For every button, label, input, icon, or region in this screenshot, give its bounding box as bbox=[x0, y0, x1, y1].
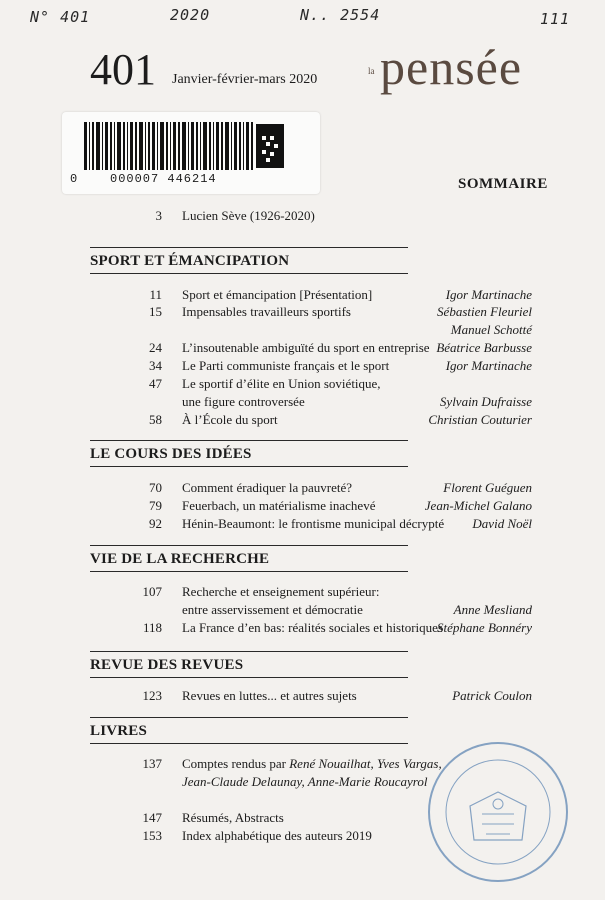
section-rule-top bbox=[90, 651, 408, 652]
entry-page: 107 bbox=[142, 584, 162, 599]
section-rule-bottom bbox=[90, 273, 408, 274]
section-rule-top bbox=[90, 247, 408, 248]
entry-author: Christian Couturier bbox=[428, 412, 532, 427]
entry-page: 11 bbox=[149, 287, 162, 302]
entry-page: 79 bbox=[149, 498, 162, 513]
intro-page: 3 bbox=[155, 208, 162, 223]
stamp-emblem-icon bbox=[430, 744, 566, 880]
barcode-bars bbox=[84, 122, 284, 170]
section-title-sport: SPORT ET ÉMANCIPATION bbox=[90, 253, 290, 269]
entry-page: 24 bbox=[149, 340, 162, 355]
comptes-rendus-names: René Nouailhat, Yves Vargas, bbox=[289, 756, 442, 771]
entry-author: Patrick Coulon bbox=[452, 688, 532, 703]
entry-title: Sport et émancipation [Présentation] bbox=[182, 287, 373, 302]
entry-author: David Noël bbox=[472, 516, 532, 531]
entry-title: Résumés, Abstracts bbox=[182, 810, 284, 825]
comptes-rendus-prefix: Comptes rendus par bbox=[182, 756, 286, 771]
entry-author: Sébastien Fleuriel bbox=[437, 304, 532, 319]
entry-page: 15 bbox=[149, 304, 162, 319]
entry-page: 34 bbox=[149, 358, 162, 373]
logo-article: la bbox=[368, 66, 375, 76]
entry-title: Index alphabétique des auteurs 2019 bbox=[182, 828, 372, 843]
entry-title: À l’École du sport bbox=[182, 412, 278, 427]
entry-author: Jean-Michel Galano bbox=[424, 498, 532, 513]
section-title-recherche: VIE DE LA RECHERCHE bbox=[90, 551, 270, 567]
handwritten-issue-note: N° 401 bbox=[30, 8, 91, 26]
entry-title: Le Parti communiste français et le sport bbox=[182, 358, 390, 373]
entry-title: La France d’en bas: réalités sociales et historiques bbox=[182, 620, 443, 635]
entry-page: 147 bbox=[142, 810, 162, 825]
entry-author: Anne Mesliand bbox=[453, 602, 532, 617]
library-stamp bbox=[428, 742, 568, 882]
entry-author: Sylvain Dufraisse bbox=[439, 394, 532, 409]
entry-page: 153 bbox=[142, 828, 162, 843]
sommaire-heading: SOMMAIRE bbox=[458, 176, 548, 192]
entry-author: Béatrice Barbusse bbox=[436, 340, 532, 355]
entry-author: Stéphane Bonnéry bbox=[437, 620, 532, 635]
section-rule-top bbox=[90, 717, 408, 718]
journal-logo: pensée bbox=[380, 39, 523, 95]
entry-title: Hénin-Beaumont: le frontisme municipal décrypté bbox=[182, 516, 445, 531]
entry-page: 137 bbox=[142, 756, 162, 771]
handwritten-ref-note: N.. 2554 bbox=[300, 6, 381, 24]
issue-date: Janvier-février-mars 2020 bbox=[172, 72, 318, 87]
entry-title: Comment éradiquer la pauvreté? bbox=[182, 480, 353, 495]
entry-author: Igor Martinache bbox=[445, 358, 532, 373]
section-rule-bottom bbox=[90, 743, 408, 744]
entry-title: Recherche et enseignement supérieur: bbox=[182, 584, 380, 599]
entry-title: Feuerbach, un matérialisme inachevé bbox=[182, 498, 376, 513]
entry-page: 70 bbox=[149, 480, 162, 495]
barcode-label bbox=[62, 112, 320, 194]
section-title-livres: LIVRES bbox=[90, 723, 148, 739]
section-rule-top bbox=[90, 545, 408, 546]
entry-page: 123 bbox=[142, 688, 162, 703]
entry-page: 58 bbox=[149, 412, 162, 427]
barcode-lead-digit: 0 bbox=[70, 172, 79, 186]
entry-page: 92 bbox=[149, 516, 162, 531]
issue-number: 401 bbox=[90, 45, 156, 94]
entry-title: Le sportif d’élite en Union soviétique, bbox=[182, 376, 381, 391]
section-title-revues: REVUE DES REVUES bbox=[90, 657, 244, 673]
section-title-cours: LE COURS DES IDÉES bbox=[90, 446, 252, 462]
comptes-rendus-names-cont: Jean-Claude Delaunay, Anne-Marie Roucayrol bbox=[182, 774, 428, 789]
comptes-rendus-line bbox=[182, 756, 442, 772]
entry-title: une figure controversée bbox=[182, 394, 305, 409]
section-rule-bottom bbox=[90, 466, 408, 467]
entry-title: L’insoutenable ambiguïté du sport en entreprise bbox=[182, 340, 430, 355]
entry-author: Igor Martinache bbox=[445, 287, 532, 302]
intro-title: Lucien Sève (1926-2020) bbox=[182, 208, 315, 223]
entry-title: Revues en luttes... et autres sujets bbox=[182, 688, 357, 703]
section-rule-bottom bbox=[90, 571, 408, 572]
entry-author: Manuel Schotté bbox=[450, 322, 532, 337]
entry-title: entre asservissement et démocratie bbox=[182, 602, 363, 617]
barcode-digits: 000007 446214 bbox=[110, 172, 217, 186]
entry-page: 47 bbox=[149, 376, 162, 391]
handwritten-page-note: 111 bbox=[540, 10, 571, 28]
entry-author: Florent Guéguen bbox=[443, 480, 532, 495]
entry-page: 118 bbox=[142, 620, 162, 635]
section-rule-bottom bbox=[90, 677, 408, 678]
section-rule-top bbox=[90, 440, 408, 441]
handwritten-year-note: 2020 bbox=[170, 6, 211, 24]
entry-title: Impensables travailleurs sportifs bbox=[182, 304, 351, 319]
